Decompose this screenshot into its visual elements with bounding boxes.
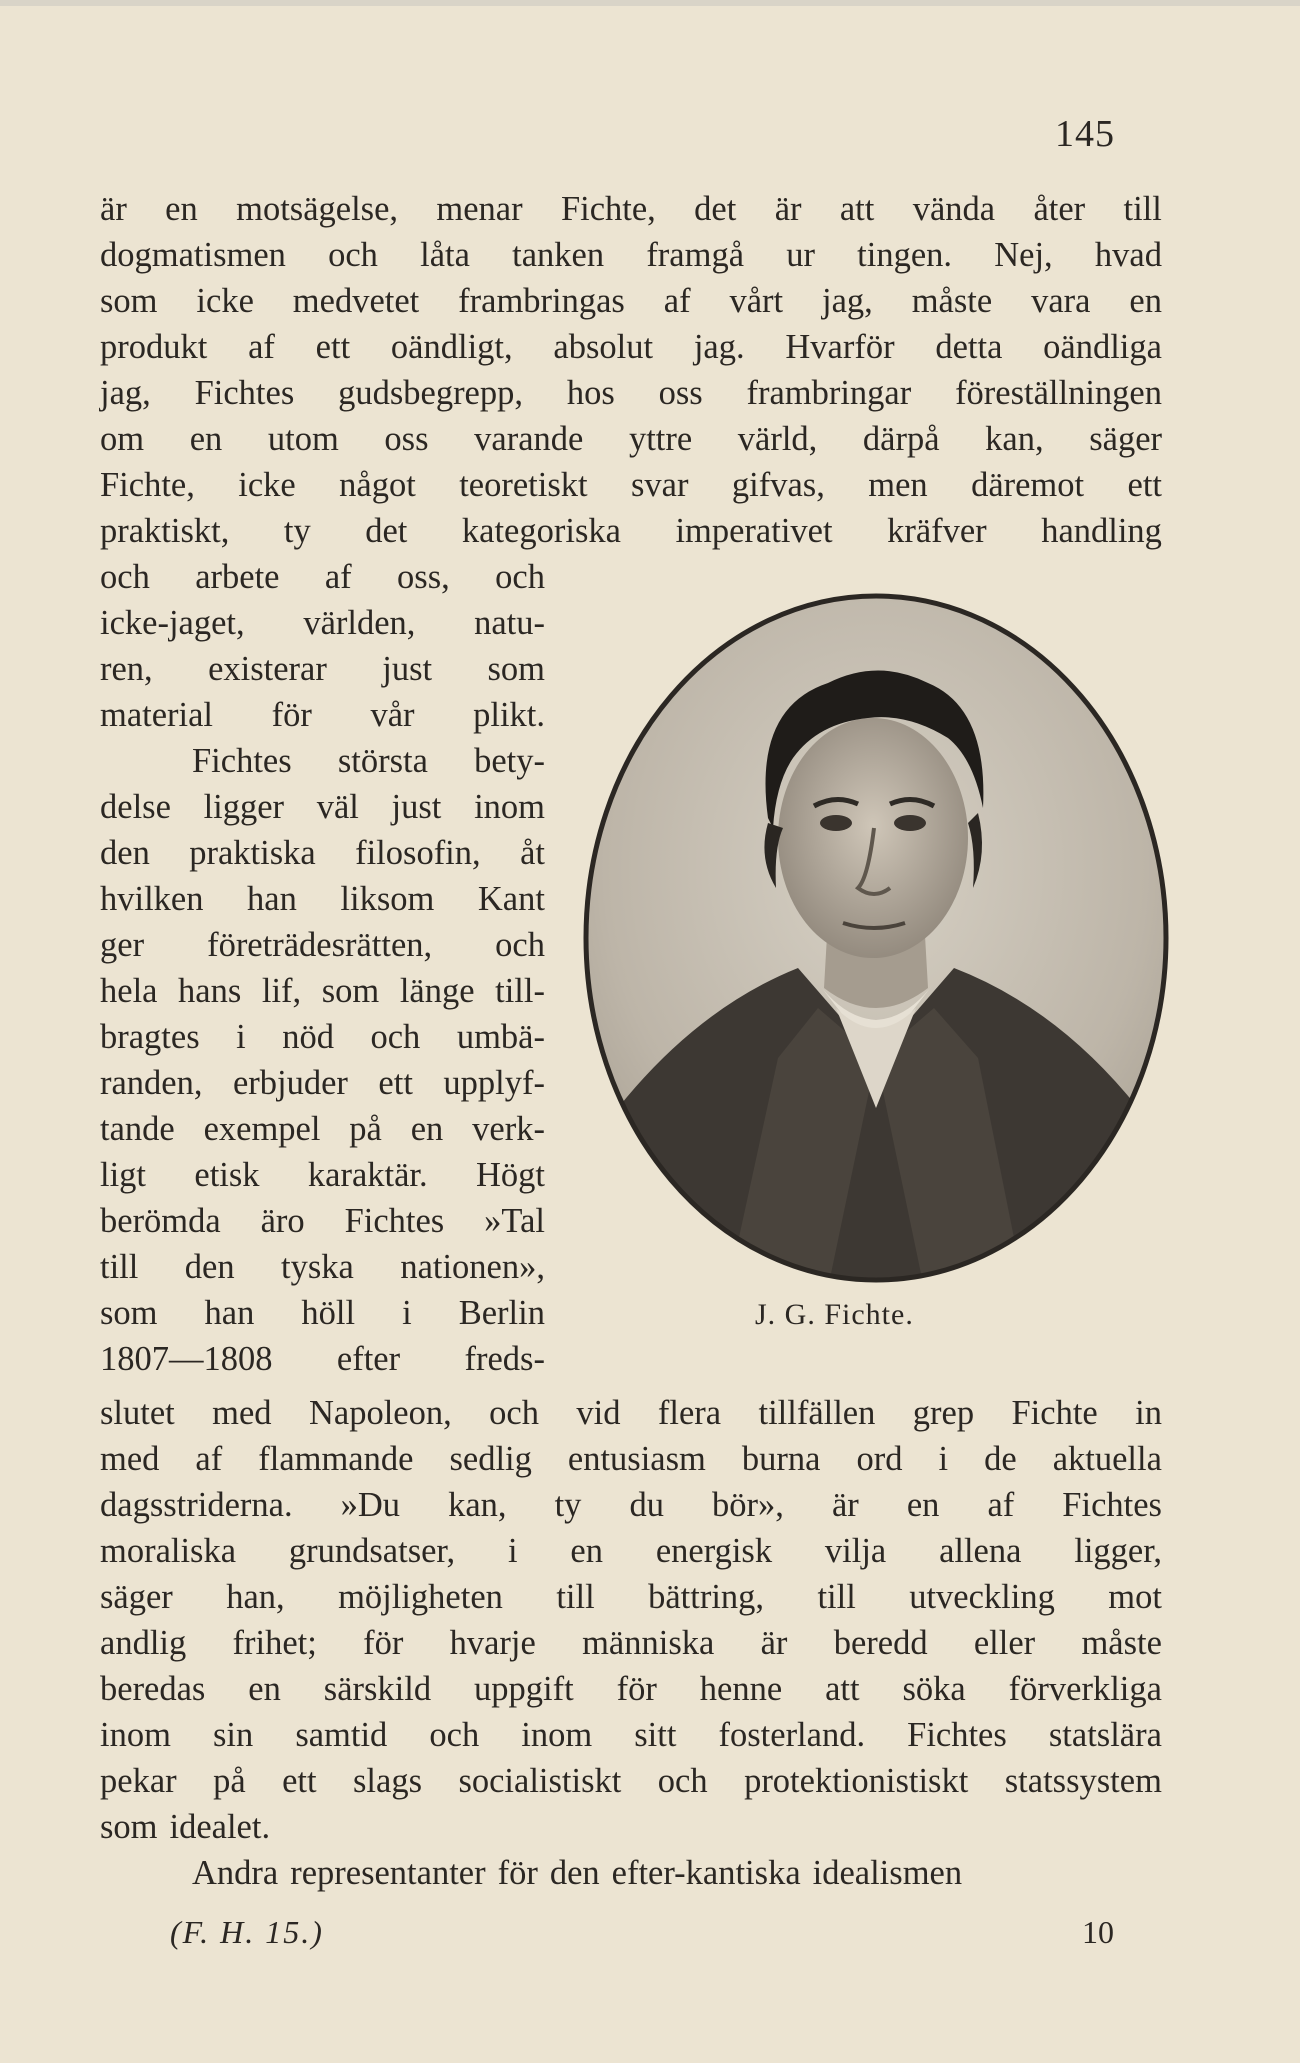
- text-line: 1807—1808 efter freds-: [100, 1340, 545, 1378]
- text-line: om en utom oss varande yttre värld, därpå kan, säger: [100, 420, 1162, 458]
- text-line: andlig frihet; för hvarje människa är beredd eller måste: [100, 1624, 1162, 1662]
- text-line: berömda äro Fichtes »Tal: [100, 1202, 545, 1240]
- text-line: dagsstriderna. »Du kan, ty du bör», är en af Fichtes: [100, 1486, 1162, 1524]
- text-line: Fichtes största bety-: [192, 742, 545, 780]
- text-line: ger företrädesrätten, och: [100, 926, 545, 964]
- footer-signature: (F. H. 15.): [170, 1914, 324, 1950]
- text-line: den praktiska filosofin, åt: [100, 834, 545, 872]
- text-line: som icke medvetet frambringas af vårt jag, måste vara en: [100, 282, 1162, 320]
- text-line: produkt af ett oändligt, absolut jag. Hvarför detta oändliga: [100, 328, 1162, 366]
- text-line: beredas en särskild uppgift för henne att söka förverkliga: [100, 1670, 1162, 1708]
- text-line: pekar på ett slags socialistiskt och protektionistiskt statssystem: [100, 1762, 1162, 1800]
- text-line: är en motsägelse, menar Fichte, det är att vända åter till: [100, 190, 1162, 228]
- text-line: ligt etisk karaktär. Högt: [100, 1156, 545, 1194]
- text-line: Fichte, icke något teoretiskt svar gifvas, men däremot ett: [100, 466, 1162, 504]
- text-line: randen, erbjuder ett upplyf-: [100, 1064, 545, 1102]
- text-line: hela hans lif, som länge till-: [100, 972, 545, 1010]
- text-line: moraliska grundsatser, i en energisk vilja allena ligger,: [100, 1532, 1162, 1570]
- text-line: som idealet.: [100, 1808, 271, 1846]
- text-line: bragtes i nöd och umbä-: [100, 1018, 545, 1056]
- text-line: praktiskt, ty det kategoriska imperativet kräfver handling: [100, 512, 1162, 550]
- text-line: tande exempel på en verk-: [100, 1110, 545, 1148]
- text-line: Andra representanter för den efter-kantiska idealismen: [192, 1854, 963, 1892]
- top-paragraph: [100, 186, 1162, 554]
- text-line: icke-jaget, världen, natu-: [100, 604, 545, 642]
- text-line: som han höll i Berlin: [100, 1294, 545, 1332]
- text-line: och arbete af oss, och: [100, 558, 545, 596]
- text-line: säger han, möjligheten till bättring, till utveckling mot: [100, 1578, 1162, 1616]
- text-line: inom sin samtid och inom sitt fosterland. Fichtes statslära: [100, 1716, 1162, 1754]
- text-line: slutet med Napoleon, och vid flera tillfällen grep Fichte in: [100, 1394, 1162, 1432]
- fichte-portrait: [578, 588, 1174, 1288]
- text-line: till den tyska nationen»,: [100, 1248, 545, 1286]
- text-line: dogmatismen och låta tanken framgå ur tingen. Nej, hvad: [100, 236, 1162, 274]
- text-line: ren, existerar just som: [100, 650, 545, 688]
- page-number: 145: [1055, 113, 1115, 155]
- portrait-caption: J. G. Fichte.: [755, 1298, 914, 1331]
- scan-edge: [0, 0, 1300, 6]
- bottom-paragraph: [100, 1390, 1162, 1896]
- text-line: hvilken han liksom Kant: [100, 880, 545, 918]
- text-line: delse ligger väl just inom: [100, 788, 545, 826]
- side-paragraph: [100, 554, 545, 1382]
- text-line: material för vår plikt.: [100, 696, 545, 734]
- footer-sheet-number: 10: [1082, 1914, 1114, 1950]
- text-line: med af flammande sedlig entusiasm burna ord i de aktuella: [100, 1440, 1162, 1478]
- text-line: jag, Fichtes gudsbegrepp, hos oss frambringar föreställningen: [100, 374, 1162, 412]
